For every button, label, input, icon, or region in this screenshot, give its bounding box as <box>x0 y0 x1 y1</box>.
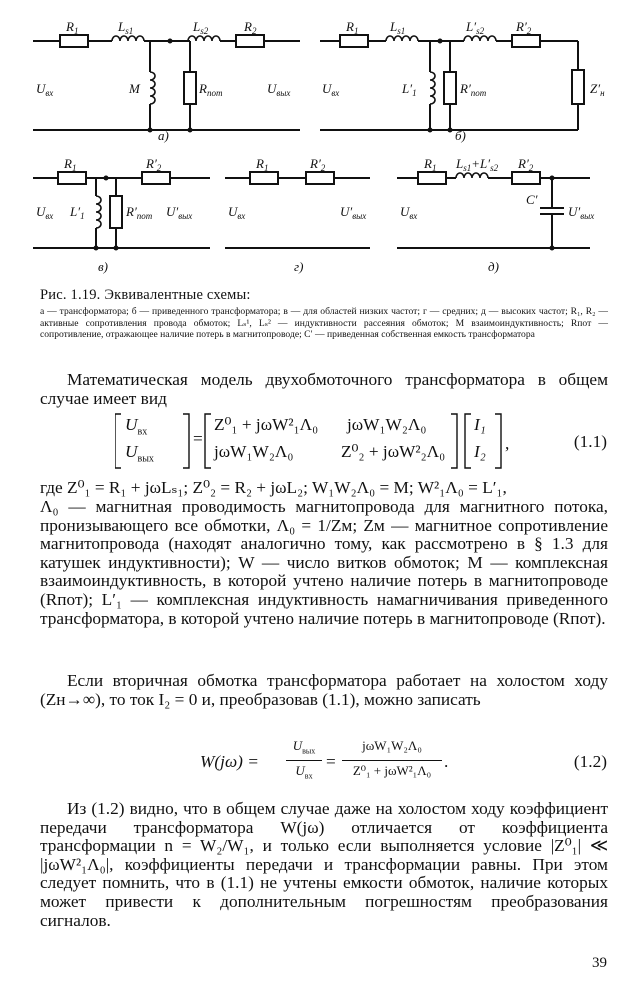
svg-text:Uвх: $U_{вх}$ <box>36 81 54 98</box>
resistor-r2 <box>236 35 264 47</box>
svg-text:R1: $R_1$ <box>66 19 79 36</box>
svg-text:M: M <box>129 81 140 96</box>
svg-text:U′вых: $U'_{вых}$ <box>166 204 193 221</box>
svg-text:R1: $R_1$ <box>424 156 437 173</box>
svg-text:R2: $R_2$ <box>244 19 257 36</box>
eq1-m22: Z⁰₂ + jωW²₂Λ₀ <box>341 442 446 461</box>
equation-1-1: $U_{вх}$ $U_{вых}$ = Z⁰₁ + jωW²₁Λ₀ jωW₁W₂Λ₀ jωW₁W₂Λ₀ Z⁰₂ + jωW²₂Λ₀ I₁ I₂ , <box>115 412 525 470</box>
eq1-m11: Z⁰₁ + jωW²₁Λ₀ <box>214 415 319 434</box>
svg-text:C′: C′ <box>526 192 538 207</box>
where-line: где Z⁰₁ = R₁ + jωLₛ₁; Z⁰₂ = R₂ + jωL₂; W₁W₂Λ₀ = M; W²₁Λ₀ = L′₁, <box>40 478 507 497</box>
eq1-u-in: U <box>125 415 138 434</box>
svg-text:Uвых: $U_{вых}$ <box>267 81 291 98</box>
svg-text:Uвх: $U_{вх}$ <box>36 204 54 221</box>
definitions-paragraph: Λ₀ — магнитная проводимость магнитопровода для магнитного потока, пронизывающего все обмотки, Λ₀ = 1/Zм; Zм — магнитное сопротивление магнитопровода (находят аналогично тому, как рассмотрено в § 1.3 для катушек индуктивности); W — число витков обмоток; M — комплексная взаимоиндуктивность, в которой учтено наличие потерь в магнитопроводе (Rпот); L′₁ — комплексная индуктивность намагничивания приведенного трансформатора, в которой учтено наличие потерь в магнитопроводе (Rпот). <box>40 497 608 628</box>
page-number: 39 <box>592 955 607 971</box>
svg-text:U′вых: $U'_{вых}$ <box>568 204 595 221</box>
eq1-i1: I₁ <box>474 415 486 434</box>
caption-d: г) <box>294 259 304 274</box>
eq1-i2: I₂ <box>474 442 486 461</box>
eq1-u-in-sub: вх <box>137 426 148 438</box>
circuit-b <box>320 35 584 133</box>
circuit-e <box>397 172 590 251</box>
intro-paragraph: Математическая модель двухобмоточного трансформатора в общем случае имеет вид <box>40 370 608 408</box>
caption-e: д) <box>488 259 499 274</box>
svg-text:Uвх: $U_{вх}$ <box>400 204 418 221</box>
eq2-den-b: Z⁰₁ + jωW²₁Λ₀ <box>352 763 432 778</box>
figure-caption-body: а — трансформатора; б — приведенного трансформатора; в — для областей низких частот; г — средних; д — высоких частот; R₁, R₂ — активные сопротивления провода обмоток; Lₛ¹, Lₛ² — индуктивности рассеяния обмоток; M взаимоиндуктивность; Rпот — сопротивление, отражающее наличие потерь в магнитопроводе; C′ — приведенная собственная емкость трансформатора <box>40 306 608 341</box>
svg-text:R1: $R_1$ <box>256 156 269 173</box>
svg-text:R′пот: $R'_{пот}$ <box>126 204 153 221</box>
svg-text:Ls1: $L_{s1}$ <box>390 19 406 36</box>
equation-1-2 <box>200 738 460 786</box>
svg-text:R′пот: $R'_{пот}$ <box>460 81 487 98</box>
svg-text:U′вых: $U'_{вых}$ <box>340 204 367 221</box>
svg-text:Uвх: $U_{вх}$ <box>322 81 340 98</box>
svg-text:Z′н: $Z'_н$ <box>590 81 605 98</box>
svg-text:L′1: $L'_1$ <box>402 81 417 98</box>
circuit-d-labels <box>228 156 366 274</box>
eq2-num-b: jωW₁W₂Λ₀ <box>362 738 422 753</box>
caption-c: в) <box>98 259 108 274</box>
eq2-den-a: U <box>295 763 305 778</box>
svg-text:R′2: $R'_2$ <box>518 156 534 173</box>
svg-text:L′s2: $L'_{s2}$ <box>466 19 485 36</box>
eq2-den-a-sub: вх <box>304 771 313 781</box>
load-zh <box>572 70 584 104</box>
inductor-ls1 <box>112 36 144 41</box>
equation-1-1-number: (1.1) <box>573 432 607 451</box>
svg-text:R1: $R_1$ <box>346 19 359 36</box>
inductor-m <box>150 72 155 104</box>
svg-text:Ls1: $L_{s1}$ <box>118 19 134 36</box>
equation-1-2-number: (1.2) <box>573 752 607 771</box>
eq1-u-out-sub: вых <box>137 453 154 465</box>
eq1-m12: jωW₁W₂Λ₀ <box>347 415 427 434</box>
eq1-u-out: U <box>125 442 138 461</box>
paragraph-3: Из (1.2) видно, что в общем случае даже на холостом ходу коэффициент передачи трансформатора W(jω) отличается от коэффициента трансформации n = W₂/W₁, и только если выполняется условие |Z⁰₁| ≪ |jωW²₁Λ₀|, коэффициенты передачи и трансформации равны. При этом следует помнить, что в (1.1) не учтены емкости обмоток, наличие которых может привести к дополнительным погрешностям преобразования сигналов. <box>40 799 608 930</box>
svg-text:R′2: $R'_2$ <box>516 19 532 36</box>
svg-text:R′2: $R'_2$ <box>146 156 162 173</box>
eq2-equals: = <box>326 752 336 771</box>
eq2-end: . <box>444 752 449 771</box>
svg-text:Uвх: $U_{вх}$ <box>228 204 246 221</box>
eq2-num-a: U <box>292 738 303 753</box>
resistor-r1 <box>60 35 88 47</box>
inductor-ls2 <box>188 36 220 41</box>
figure-caption-title: Рис. 1.19. Эквивалентные схемы: <box>40 287 251 303</box>
eq2-lhs: W(jω) = <box>200 752 259 771</box>
caption-a: а) <box>158 128 169 143</box>
resistor-rpot <box>184 72 196 104</box>
svg-text:R′2: $R'_2$ <box>310 156 326 173</box>
svg-text:Ls2: $L_{s2}$ <box>193 19 209 36</box>
caption-b: б) <box>455 128 466 143</box>
eq2-num-a-sub: вых <box>302 746 316 756</box>
svg-text:Ls1+L′s2: $L_{s1}+L'_{s2}$ <box>456 156 499 173</box>
eq1-m21: jωW₁W₂Λ₀ <box>214 442 294 461</box>
svg-text:R1: $R_1$ <box>64 156 77 173</box>
svg-text:L′1: $L'_1$ <box>70 204 85 221</box>
svg-text:Rпот: $R_{пот}$ <box>199 81 223 98</box>
circuit-a <box>33 35 300 133</box>
circuit-figure <box>0 0 640 285</box>
paragraph-2: Если вторичная обмотка трансформатора работает на холостом ходу (Zн→∞), то ток I₂ = 0 и, преобразовав (1.1), можно записать <box>40 671 608 709</box>
